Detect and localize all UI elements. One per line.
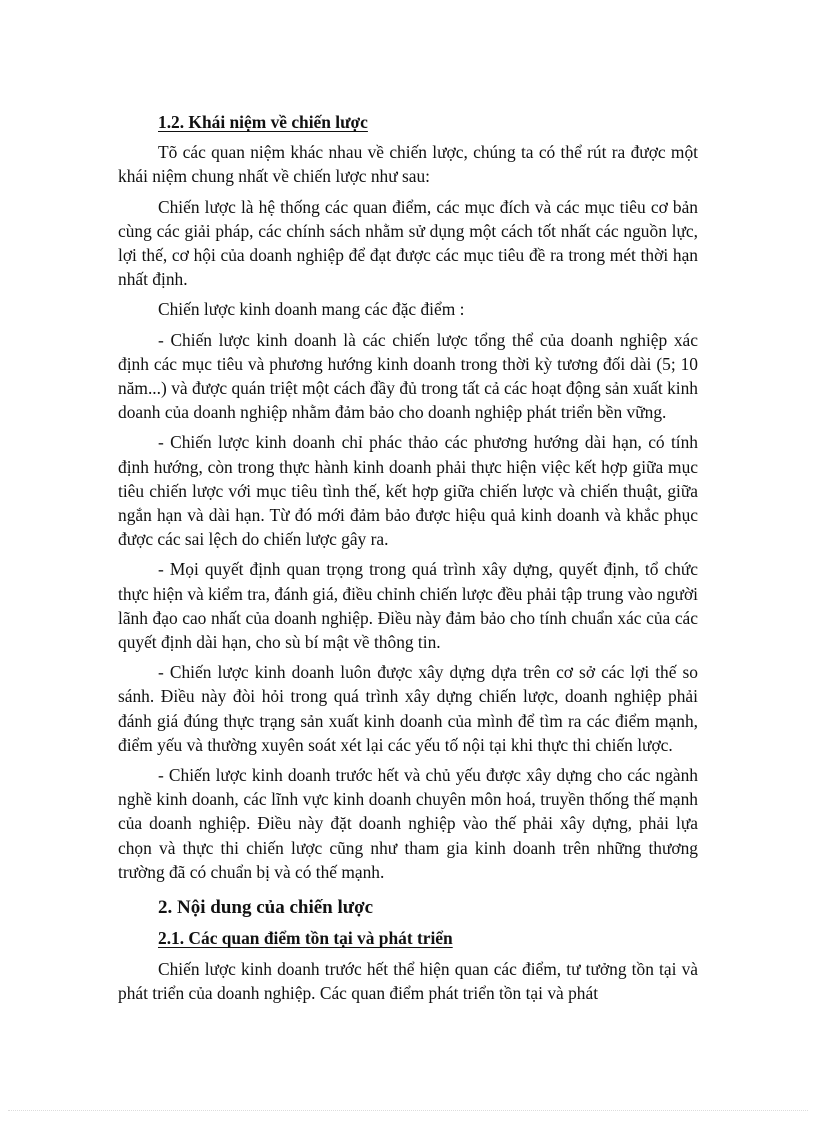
page-bottom-divider xyxy=(8,1110,808,1111)
paragraph-feature-1: - Chiến lược kinh doanh là các chiến lược tổng thể của doanh nghiệp xác định các mục tiêu và phương hướng kinh doanh trong thời kỳ tương đối dài (5; 10 năm...) và được quán triệt một cách đầy đủ trong tất cả các hoạt động sản xuất kinh doanh của doanh nghiệp nhằm đảm bảo cho doanh nghiệp phát triển bền vững. xyxy=(118,329,698,423)
section-heading-2-1: 2.1. Các quan điểm tồn tại và phát triển xyxy=(158,928,453,949)
paragraph-feature-5: - Chiến lược kinh doanh trước hết và chủ yếu được xây dựng cho các ngành nghề kinh doanh, các lĩnh vực kinh doanh chuyên môn hoá, truyền thống thế mạnh của doanh nghiệp. Điều này đặt doanh nghiệp vào thế phải xây dựng, phải lựa chọn và thực thi chiến lược cũng như tham gia kinh doanh trên những thương trường đã có chuẩn bị và có thế mạnh. xyxy=(118,765,698,882)
document-page xyxy=(118,110,698,1011)
paragraph-feature-4: - Chiến lược kinh doanh luôn được xây dựng dựa trên cơ sở các lợi thế so sánh. Điều này đòi hỏi trong quá trình xây dựng chiến lược, doanh nghiệp phải đánh giá đúng thực trạng sản xuất kinh doanh của mình để tìm ra các điểm mạnh, điểm yếu và thường xuyên soát xét lại các yếu tố nội tại khi thực thi chiến lược. xyxy=(118,662,698,755)
paragraph-2-1: Chiến lược kinh doanh trước hết thể hiện quan các điểm, tư tưởng tồn tại và phát triển của doanh nghiệp. Các quan điểm phát triển tồn tại và phát xyxy=(118,958,698,1003)
section-heading-1-2: 1.2. Khái niệm về chiến lược xyxy=(158,112,368,132)
paragraph-feature-2: - Chiến lược kinh doanh chỉ phác thảo các phương hướng dài hạn, có tính định hướng, còn trong thực hành kinh doanh phải thực hiện việc kết hợp giữa mục tiêu chiến lược với mục tiêu tình thế, kết hợp giữa chiến lược và chiến thuật, giữa ngắn hạn và dài hạn. Từ đó mới đảm bảo được hiệu quả kinh doanh và khắc phục được các sai lệch do chiến lược gây ra. xyxy=(118,432,698,550)
paragraph-feature-3: - Mọi quyết định quan trọng trong quá trình xây dựng, quyết định, tổ chức thực hiện và kiểm tra, đánh giá, điều chỉnh chiến lược đều phải tập trung vào người lãnh đạo cao nhất của doanh nghiệp. Điều này đảm bảo cho tính chuẩn xác của các quyết định dài hạn, cho sù bí mật về thông tin. xyxy=(118,559,698,653)
section-heading-2: 2. Nội dung của chiến lược xyxy=(158,897,374,919)
paragraph-intro: Tõ các quan niệm khác nhau về chiến lược, chúng ta có thể rút ra được một khái niệm chung nhất về chiến lược như sau: xyxy=(118,142,698,187)
paragraph-definition: Chiến lược là hệ thống các quan điểm, các mục đích và các mục tiêu cơ bản cùng các giải pháp, các chính sách nhằm sử dụng một cách tốt nhất các nguồn lực, lợi thế, cơ hội của doanh nghiệp để đạt được các mục tiêu đề ra trong mét thời hạn nhất định. xyxy=(118,196,698,290)
paragraph-features-intro: Chiến lược kinh doanh mang các đặc điểm : xyxy=(158,299,465,320)
